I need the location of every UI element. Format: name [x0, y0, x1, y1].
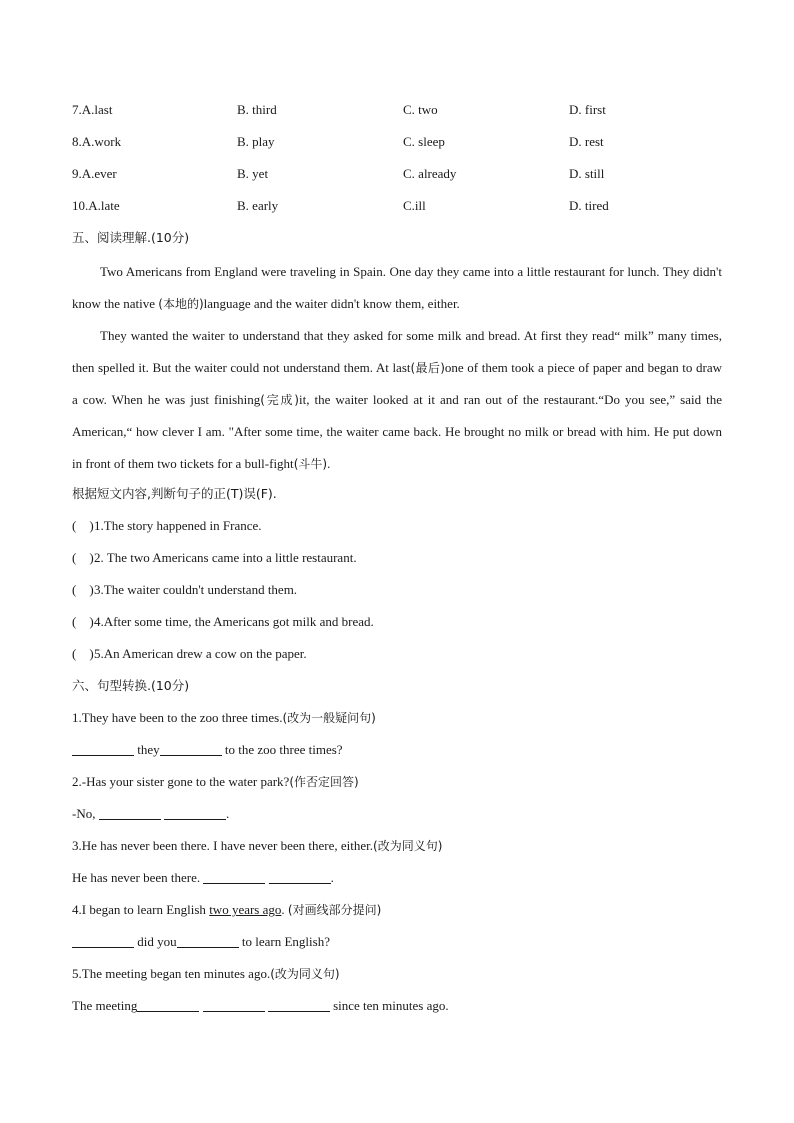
- answer-text: did you: [134, 934, 177, 949]
- tf-item: [72, 512, 722, 544]
- answer-bracket[interactable]: ( ): [72, 646, 94, 661]
- option-a: 8.A.work: [72, 134, 122, 149]
- answer-bracket[interactable]: ( ): [72, 582, 94, 597]
- reading-paragraph-2: [72, 320, 722, 480]
- tf-item: [72, 608, 722, 640]
- answer-text: .: [225, 806, 230, 821]
- question-text: 1.They have been to the zoo three times.: [72, 710, 283, 725]
- worksheet-page: [72, 96, 722, 1024]
- underlined-phrase: two years ago: [209, 902, 282, 917]
- answer-text: to the zoo three times?: [221, 742, 343, 757]
- section-5-title: 五、阅读理解.(10分): [72, 230, 190, 245]
- paragraph-text: Two Americans from England were traveling in Spain. One day they came into a little restaurant for lunch. They didn't know the native: [72, 264, 722, 311]
- question-hint: (对画线部分提问): [287, 903, 382, 917]
- option-row-7: [72, 96, 722, 128]
- answer-blank[interactable]: [72, 741, 134, 756]
- question-text: 4.I began to learn English: [72, 902, 210, 917]
- option-row-8: [72, 128, 722, 160]
- answer-blank[interactable]: [160, 741, 222, 756]
- paragraph-text: .: [327, 456, 331, 471]
- paragraph-text: one of them took a piece of paper and began to draw a cow. When he was just finishing: [72, 360, 722, 407]
- answer-blank[interactable]: [203, 997, 265, 1012]
- answer-blank[interactable]: [203, 869, 265, 884]
- answer-blank[interactable]: [268, 997, 330, 1012]
- answer-bracket[interactable]: ( ): [72, 550, 94, 565]
- question-text: 5.The meeting began ten minutes ago.: [72, 966, 271, 981]
- answer-text: to learn English?: [238, 934, 330, 949]
- option-c: C.ill: [403, 198, 426, 213]
- rewrite-answer-3: [72, 864, 722, 896]
- option-a: 10.A.late: [72, 198, 120, 213]
- question-text: .: [281, 902, 288, 917]
- option-d: D. still: [569, 166, 605, 181]
- question-text: 3.He has never been there. I have never been there, either.: [72, 838, 374, 853]
- answer-blank[interactable]: [72, 933, 134, 948]
- option-c: C. already: [403, 166, 457, 181]
- option-c: C. two: [403, 102, 438, 117]
- tf-statement: 5.An American drew a cow on the paper.: [94, 646, 307, 661]
- rewrite-answer-1: [72, 736, 722, 768]
- answer-text: they: [134, 742, 160, 757]
- option-b: B. yet: [237, 166, 269, 181]
- question-hint: (作否定回答): [289, 775, 359, 789]
- answer-blank[interactable]: [164, 805, 226, 820]
- option-c: C. sleep: [403, 134, 445, 149]
- answer-blank[interactable]: [137, 997, 199, 1012]
- tf-statement: 1.The story happened in France.: [94, 518, 262, 533]
- answer-blank[interactable]: [99, 805, 161, 820]
- tf-statement: 2. The two Americans came into a little restaurant.: [94, 550, 357, 565]
- option-b: B. early: [237, 198, 279, 213]
- answer-bracket[interactable]: ( ): [72, 518, 94, 533]
- answer-text: -No,: [72, 806, 99, 821]
- answer-text: .: [330, 870, 334, 885]
- paragraph-text: language and the waiter didn't know them, either.: [203, 296, 460, 311]
- answer-text: He has never been there.: [72, 870, 204, 885]
- tf-statement: 4.After some time, the Americans got milk and bread.: [94, 614, 374, 629]
- gloss-note: (斗牛): [293, 457, 328, 471]
- rewrite-answer-5: [72, 992, 722, 1024]
- rewrite-question-3: [72, 832, 722, 864]
- rewrite-answer-4: [72, 928, 722, 960]
- rewrite-question-1: [72, 704, 722, 736]
- option-row-9: [72, 160, 722, 192]
- tf-statement: 3.The waiter couldn't understand them.: [94, 582, 298, 597]
- section-6-title: 六、句型转换.(10分): [72, 678, 190, 693]
- paragraph-text: They wanted the waiter to understand that they asked for some milk and bread. At first they read“ milk” many times, then spelled it. But the waiter could not understand them. At last: [72, 328, 722, 375]
- reading-paragraph-1: [72, 256, 722, 320]
- question-text: 2.-Has your sister gone to the water park?: [72, 774, 290, 789]
- question-hint: (改为同义句): [373, 839, 443, 853]
- option-d: D. rest: [569, 134, 604, 149]
- answer-text: The meeting: [72, 998, 138, 1013]
- option-b: B. play: [237, 134, 275, 149]
- rewrite-question-2: [72, 768, 722, 800]
- answer-blank[interactable]: [269, 869, 331, 884]
- rewrite-question-5: [72, 960, 722, 992]
- tf-item: [72, 576, 722, 608]
- judge-instruction: 根据短文内容,判断句子的正(T)误(F).: [72, 486, 277, 501]
- paragraph-text: it, the waiter looked at it and ran out of the restaurant.“Do you see,” said the American,“ how clever I am. "After some time, the waiter came back. He brought no milk or bread with him. He put down in front of them two tickets for a bull-fight: [72, 392, 722, 471]
- option-a: 7.A.last: [72, 102, 113, 117]
- answer-blank[interactable]: [177, 933, 239, 948]
- tf-item: [72, 640, 722, 672]
- option-d: D. first: [569, 102, 606, 117]
- option-a: 9.A.ever: [72, 166, 117, 181]
- question-hint: (改为同义句): [270, 967, 340, 981]
- gloss-note: (完成): [260, 393, 299, 407]
- option-b: B. third: [237, 102, 277, 117]
- gloss-note: (最后): [410, 361, 445, 375]
- question-hint: (改为一般疑问句): [282, 711, 376, 725]
- option-row-10: [72, 192, 722, 224]
- option-d: D. tired: [569, 198, 609, 213]
- tf-item: [72, 544, 722, 576]
- answer-bracket[interactable]: ( ): [72, 614, 94, 629]
- gloss-note: (本地的): [158, 297, 204, 311]
- answer-text: since ten minutes ago.: [329, 998, 449, 1013]
- rewrite-question-4: [72, 896, 722, 928]
- rewrite-answer-2: [72, 800, 722, 832]
